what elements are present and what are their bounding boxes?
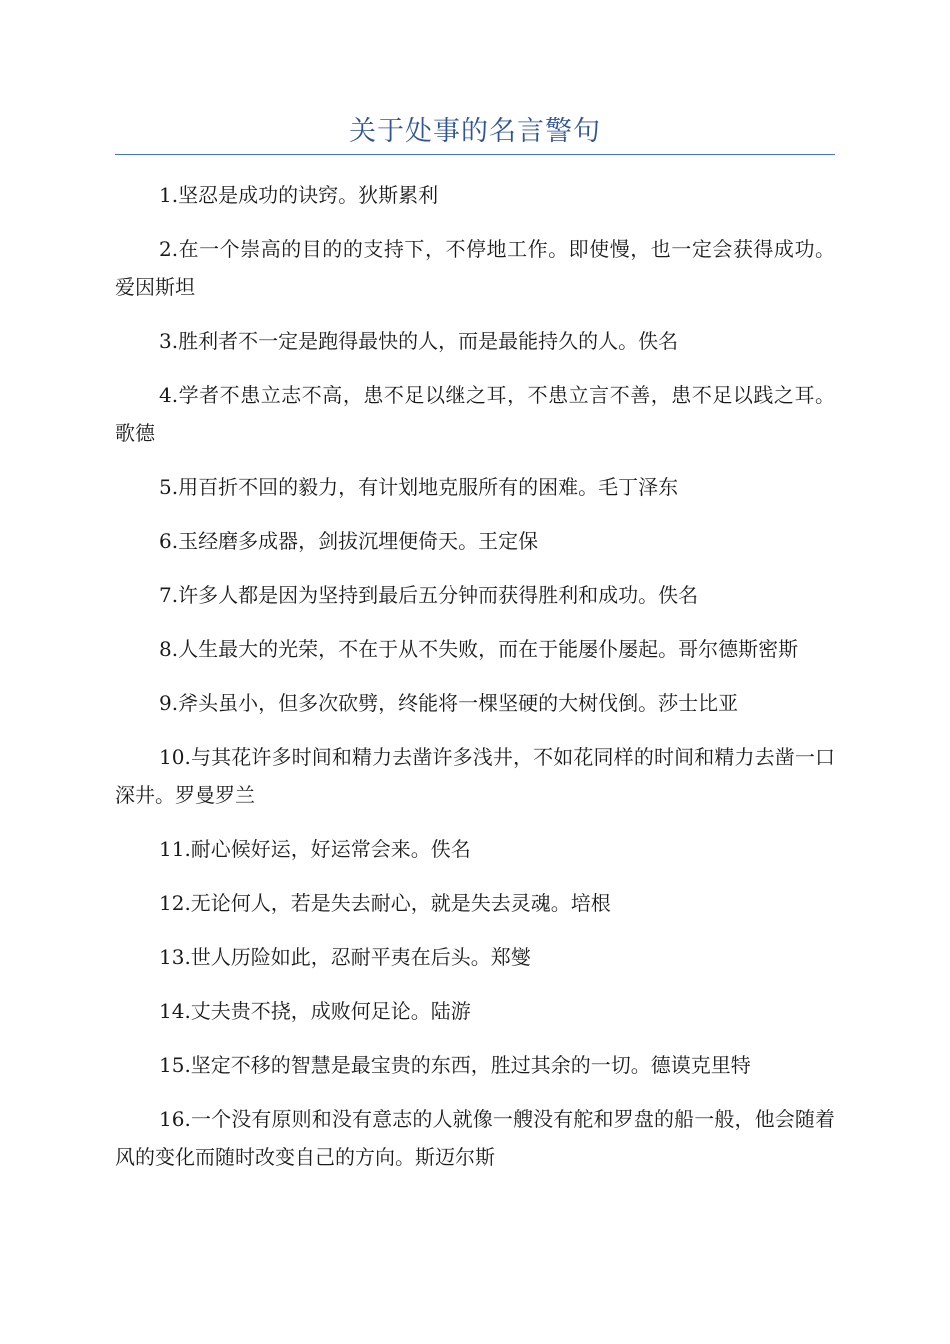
- quote-item-16: 16.一个没有原则和没有意志的人就像一艘没有舵和罗盘的船一般，他会随着风的变化而随时改变自己的方向。斯迈尔斯: [115, 1107, 835, 1169]
- quote-item-8: 8.人生最大的光荣，不在于从不失败，而在于能屡仆屡起。哥尔德斯密斯: [159, 637, 799, 661]
- quote-item-13: 13.世人历险如此，忍耐平夷在后头。郑燮: [159, 945, 531, 969]
- title-underline: [115, 154, 835, 155]
- quote-item-9: 9.斧头虽小，但多次砍劈，终能将一棵坚硬的大树伐倒。莎士比亚: [159, 691, 739, 715]
- quote-item-6: 6.玉经磨多成器，剑拔沉埋便倚天。王定保: [159, 529, 539, 553]
- document-title: 关于处事的名言警句: [349, 116, 601, 147]
- quote-item-2: 2.在一个崇高的目的的支持下，不停地工作。即使慢，也一定会获得成功。爱因斯坦: [115, 237, 835, 299]
- quote-item-3: 3.胜利者不一定是跑得最快的人，而是最能持久的人。佚名: [159, 329, 679, 353]
- quote-item-11: 11.耐心候好运，好运常会来。佚名: [159, 837, 471, 861]
- quote-item-14: 14.丈夫贵不挠，成败何足论。陆游: [159, 999, 471, 1023]
- quote-item-7: 7.许多人都是因为坚持到最后五分钟而获得胜利和成功。佚名: [159, 583, 699, 607]
- quote-item-10: 10.与其花许多时间和精力去凿许多浅井，不如花同样的时间和精力去凿一口深井。罗曼罗兰: [115, 745, 835, 807]
- quote-item-15: 15.坚定不移的智慧是最宝贵的东西，胜过其余的一切。德谟克里特: [159, 1053, 751, 1077]
- quote-list: [115, 176, 835, 1192]
- quote-item-1: 1.坚忍是成功的诀窍。狄斯累利: [159, 183, 439, 207]
- quote-item-12: 12.无论何人，若是失去耐心，就是失去灵魂。培根: [159, 891, 611, 915]
- quote-item-4: 4.学者不患立志不高，患不足以继之耳，不患立言不善，患不足以践之耳。歌德: [115, 383, 835, 445]
- quote-item-5: 5.用百折不回的毅力，有计划地克服所有的困难。毛丁泽东: [159, 475, 679, 499]
